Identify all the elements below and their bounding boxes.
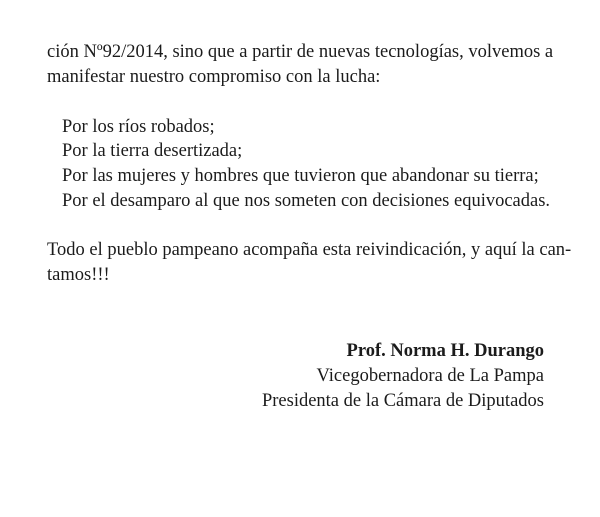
paragraph-2-line-1: Todo el pueblo pampeano acompaña esta reivindicación, y aquí la can- — [47, 240, 572, 260]
paragraph-1-line-1: ción Nº92/2014, sino que a partir de nuevas tecnologías, volvemos a — [47, 42, 554, 62]
signature-name: Prof. Norma H. Durango — [346, 341, 544, 361]
verse-3: Por las mujeres y hombres que tuvieron que abandonar su tierra; — [62, 166, 539, 186]
verse-2: Por la tierra desertizada; — [62, 141, 243, 161]
verse-4: Por el desamparo al que nos someten con decisiones equivocadas. — [62, 191, 551, 211]
signature-title-2: Presidenta de la Cámara de Diputados — [261, 391, 544, 411]
paragraph-2-line-2: tamos!!! — [47, 265, 110, 285]
signature-title-1: Vicegobernadora de La Pampa — [316, 366, 544, 386]
verse-1: Por los ríos robados; — [62, 117, 215, 137]
paragraph-1-line-2: manifestar nuestro compromiso con la lucha: — [47, 67, 381, 87]
